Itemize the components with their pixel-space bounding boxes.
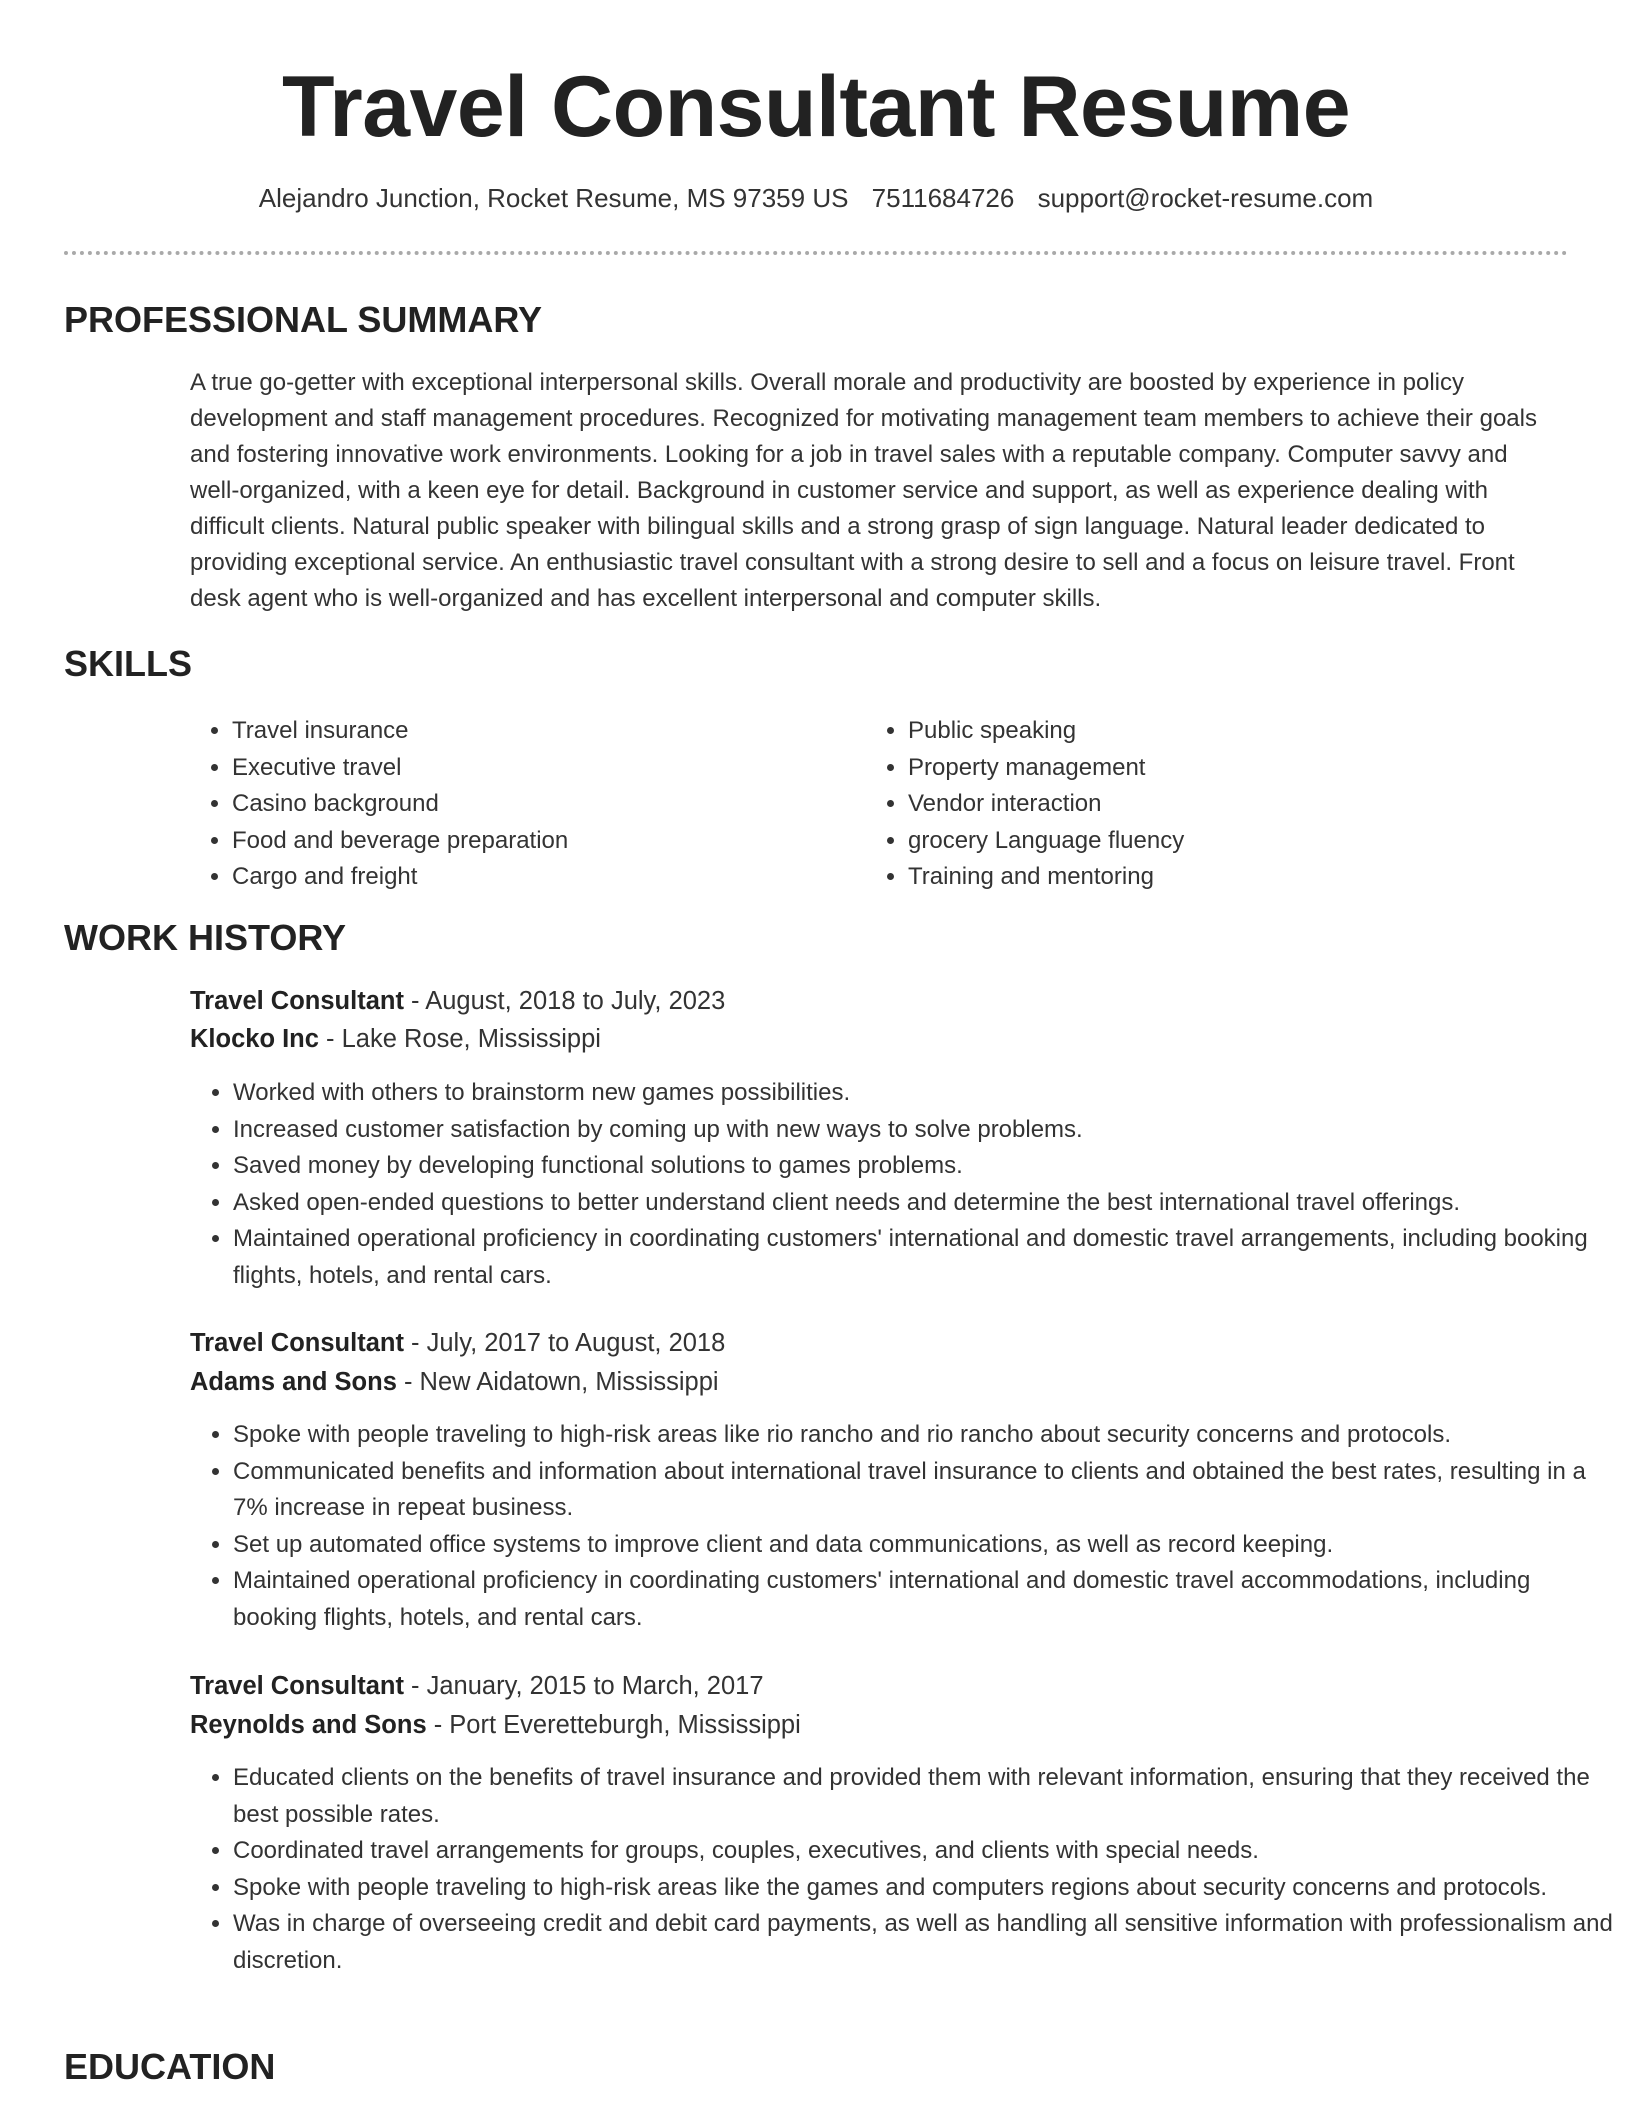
job-location: - New Aidatown, Mississippi bbox=[396, 1368, 719, 1396]
summary-heading: PROFESSIONAL SUMMARY bbox=[64, 299, 543, 340]
job-dates: - January, 2015 to March, 2017 bbox=[403, 1672, 764, 1700]
summary-text: A true go-getter with exceptional interpersonal skills. Overall morale and productivity are boosted by experience in policy development and staff management procedures. Recognized for motivating management team members to achieve their goals and fostering innovative work environments. Looking for a job in travel sales with a reputable company. Computer savvy and well-organized, with a keen eye for detail. Background in customer service and support, as well as experience dealing with difficult clients. Natural public speaker with bilingual skills and a strong grasp of sign language. Natural leader dedicated to providing exceptional service. An enthusiastic travel consultant with a strong desire to sell and a focus on leisure travel. Front desk agent who is well-organized and has excellent interpersonal and computer skills. bbox=[190, 369, 1537, 612]
job-bullet: • Spoke with people traveling to high-risk areas like rio rancho and rio rancho about security concerns and protocols. bbox=[233, 1417, 1613, 1454]
skills-heading: SKILLS bbox=[64, 643, 193, 684]
contact-phone: 7511684726 bbox=[871, 183, 1015, 213]
job-company-line bbox=[190, 1707, 801, 1743]
resume-title: Travel Consultant Resume bbox=[281, 59, 1351, 155]
skill-item: • grocery Language fluency bbox=[908, 823, 1548, 860]
job-title: Travel Consultant bbox=[190, 987, 404, 1015]
job-bullet: • Communicated benefits and information about international travel insurance to clients and obtained the best rates, resulting in a 7% increase in repeat business. bbox=[233, 1454, 1613, 1527]
job-title: Travel Consultant bbox=[190, 1329, 404, 1357]
job-bullet: • Set up automated office systems to improve client and data communications, as well as record keeping. bbox=[233, 1527, 1613, 1564]
skills-list-right bbox=[866, 713, 1548, 896]
contact-email: support@rocket-resume.com bbox=[1037, 183, 1374, 213]
job-title-line bbox=[190, 983, 725, 1019]
job-bullet: • Maintained operational proficiency in coordinating customers' international and domestic travel accommodations, including booking flights, hotels, and rental cars. bbox=[233, 1563, 1613, 1636]
job-title-line bbox=[190, 1325, 725, 1361]
job-company-line bbox=[190, 1021, 601, 1057]
job-bullet: • Maintained operational proficiency in coordinating customers' international and domestic travel arrangements, including booking flights, hotels, and rental cars. bbox=[233, 1221, 1613, 1294]
job-company-line bbox=[190, 1364, 719, 1400]
job-company: Reynolds and Sons bbox=[190, 1711, 427, 1739]
skill-item: • Vendor interaction bbox=[908, 786, 1548, 823]
job-bullet: • Asked open-ended questions to better understand client needs and determine the best international travel offerings. bbox=[233, 1185, 1613, 1222]
skill-item: • Travel insurance bbox=[232, 713, 852, 750]
skill-item: • Property management bbox=[908, 750, 1548, 787]
job-bullet: • Spoke with people traveling to high-risk areas like the games and computers regions about security concerns and protocols. bbox=[233, 1870, 1613, 1907]
contact-address: Alejandro Junction, Rocket Resume, MS 97359 US bbox=[258, 183, 849, 213]
job-title: Travel Consultant bbox=[190, 1672, 404, 1700]
work-history-heading: WORK HISTORY bbox=[64, 917, 347, 958]
job-dates: - August, 2018 to July, 2023 bbox=[403, 987, 726, 1015]
job-bullet: • Worked with others to brainstorm new games possibilities. bbox=[233, 1075, 1613, 1112]
job-title-line bbox=[190, 1668, 764, 1704]
skill-item: • Executive travel bbox=[232, 750, 852, 787]
job-bullet: • Educated clients on the benefits of travel insurance and provided them with relevant information, ensuring that they received the best possible rates. bbox=[233, 1760, 1613, 1833]
job-company: Klocko Inc bbox=[190, 1025, 319, 1053]
skill-item: • Training and mentoring bbox=[908, 859, 1548, 896]
job-dates: - July, 2017 to August, 2018 bbox=[403, 1329, 726, 1357]
skills-list-left bbox=[190, 713, 852, 896]
job-location: - Port Everetteburgh, Mississippi bbox=[426, 1711, 801, 1739]
education-heading: EDUCATION bbox=[64, 2046, 276, 2087]
job-bullets bbox=[190, 1760, 1613, 1979]
job-bullet: • Was in charge of overseeing credit and debit card payments, as well as handling all sensitive information with professionalism and discretion. bbox=[233, 1906, 1613, 1979]
job-bullets bbox=[190, 1075, 1613, 1294]
job-bullet: • Saved money by developing functional solutions to games problems. bbox=[233, 1148, 1613, 1185]
skill-item: • Casino background bbox=[232, 786, 852, 823]
job-location: - Lake Rose, Mississippi bbox=[318, 1025, 601, 1053]
skill-item: • Public speaking bbox=[908, 713, 1548, 750]
job-bullet: • Coordinated travel arrangements for groups, couples, executives, and clients with special needs. bbox=[233, 1833, 1613, 1870]
job-bullet: • Increased customer satisfaction by coming up with new ways to solve problems. bbox=[233, 1112, 1613, 1149]
skill-item: • Cargo and freight bbox=[232, 859, 852, 896]
skill-item: • Food and beverage preparation bbox=[232, 823, 852, 860]
header-divider bbox=[64, 251, 1568, 255]
contact-line bbox=[0, 180, 1632, 216]
job-company: Adams and Sons bbox=[190, 1368, 397, 1396]
job-bullets bbox=[190, 1417, 1613, 1636]
